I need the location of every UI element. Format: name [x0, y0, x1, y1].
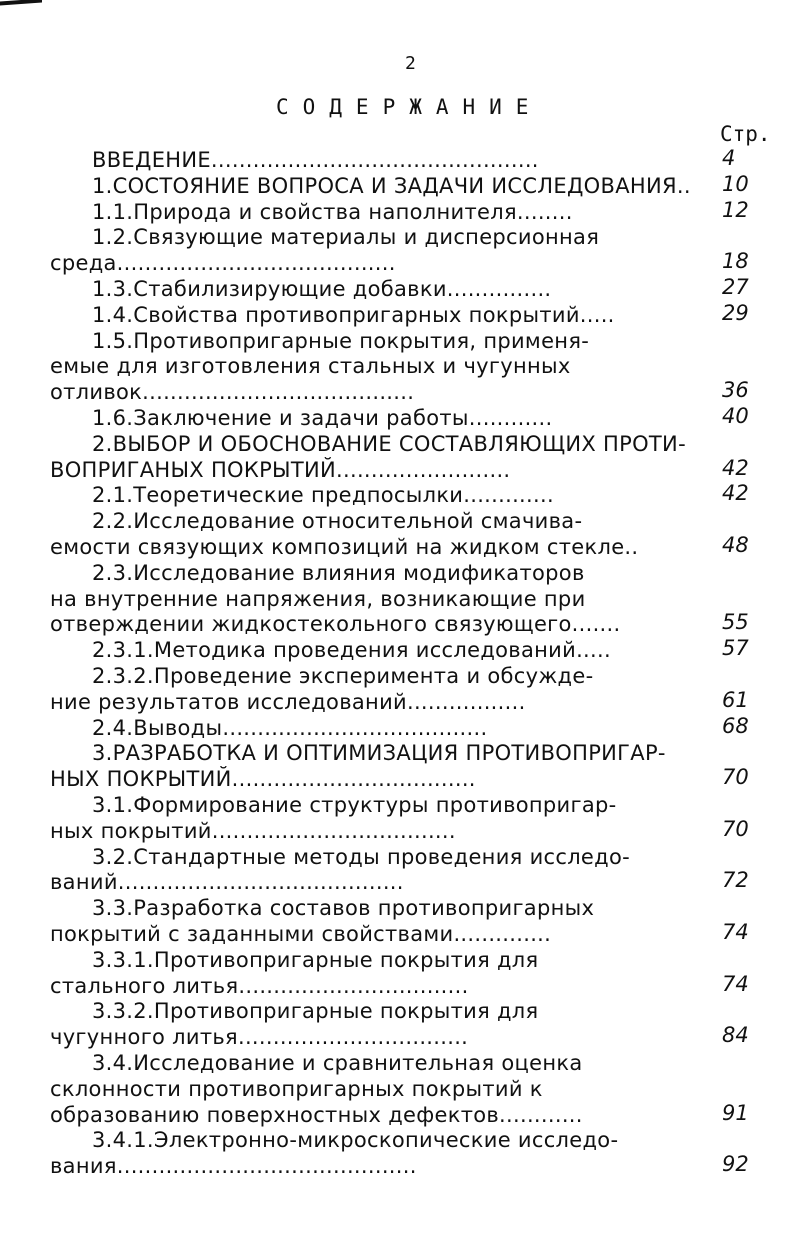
toc-page-number: 57 [722, 636, 749, 661]
toc-entry-line: 1.СОСТОЯНИЕ ВОПРОСА И ЗАДАЧИ ИССЛЕДОВАНИЯ.. [92, 173, 691, 198]
toc-page-number: 40 [722, 404, 749, 428]
toc-entry-line: 3.4.1.Электронно-микроскопические исследо- [92, 1128, 619, 1153]
toc-entry-line: отливок....................................... [50, 380, 415, 405]
toc-page-number: 29 [722, 300, 749, 325]
toc-entry-line: стального литья................................. [50, 973, 469, 998]
toc-entry-line: емости связующих композиций на жидком стекле.. [50, 535, 639, 559]
toc-page-number: 70 [722, 765, 749, 790]
toc-entry-line: 1.2.Связующие материалы и дисперсионная [92, 225, 600, 250]
toc-page-number: 27 [722, 275, 749, 299]
toc-page-number: 36 [722, 378, 749, 403]
toc-entry-line: на внутренние напряжения, возникающие при [50, 586, 586, 611]
toc-page-number: 12 [722, 197, 749, 222]
toc-page-number: 74 [722, 971, 749, 996]
toc-entry-line: 1.5.Противопригарные покрытия, применя- [92, 328, 590, 353]
toc-entry-line: ВОПРИГАНЫХ ПОКРЫТИЙ......................... [50, 457, 511, 482]
toc-entry-line: 2.2.Исследование относительной смачива- [92, 509, 583, 534]
toc-entry-line: 3.1.Формирование структуры противопригар- [92, 793, 617, 817]
toc-entry-line: 3.4.Исследование и сравнительная оценка [92, 1051, 583, 1075]
toc-page-number: 92 [722, 1152, 749, 1177]
toc-entry-line: 2.ВЫБОР И ОБОСНОВАНИЕ СОСТАВЛЯЮЩИХ ПРОТИ- [92, 431, 686, 456]
toc-page-number: 61 [722, 687, 749, 712]
toc-page-number: 72 [722, 868, 749, 893]
toc-entry-line: образованию поверхностных дефектов............ [50, 1102, 583, 1127]
toc-entry-line: склонности противопригарных покрытий к [50, 1076, 543, 1101]
toc-entry-line: отверждении жидкостекольного связующего....... [50, 612, 621, 637]
toc-entry-line: ваний......................................... [50, 870, 404, 895]
toc-entry-line: среда........................................ [50, 251, 396, 276]
toc-entry-line: 2.3.Исследование влияния модификаторов [92, 560, 585, 585]
toc-page-number: 91 [722, 1100, 749, 1125]
toc-page-number: 10 [722, 171, 749, 196]
toc-page-number: 48 [722, 533, 749, 557]
toc-entry-line: чугунного литья................................. [50, 1025, 469, 1050]
toc-entry-line: 3.3.2.Противопригарные покрытия для [92, 999, 539, 1024]
toc-entry-line: вания........................................... [50, 1154, 417, 1179]
page-title: СОДЕРЖАНИЕ [276, 95, 543, 119]
page-number: 2 [405, 53, 416, 74]
toc-page-number: 70 [722, 816, 749, 841]
toc-entry-line: 3.2.Стандартные методы проведения исследо- [92, 844, 630, 869]
toc-entry-line: НЫХ ПОКРЫТИЙ................................... [50, 767, 476, 792]
toc-entry-line: покрытий с заданными свойствами.............. [50, 922, 552, 946]
toc-entry-line: 2.4.Выводы...................................... [92, 715, 488, 740]
toc-entry-line: 2.1.Теоретические предпосылки............. [92, 483, 554, 508]
page-column-label: Стр. [720, 122, 771, 146]
toc-page-number: 42 [722, 455, 749, 480]
toc-entry-line: 3.3.Разработка составов противопригарных [92, 896, 595, 921]
toc-page-number: 4 [722, 146, 736, 170]
toc-entry-line: емые для изготовления стальных и чугунных [50, 354, 571, 379]
toc-entry-line: 2.3.2.Проведение эксперимента и обсужде- [92, 664, 594, 688]
toc-entry-line: 1.4.Свойства противопригарных покрытий..... [92, 302, 615, 327]
toc-entry-line: 1.3.Стабилизирующие добавки............... [92, 277, 552, 301]
toc-entry-line: ние результатов исследований................. [50, 689, 526, 714]
toc-entry-line: 1.6.Заключение и задачи работы............ [92, 406, 553, 430]
toc-entry-line: 3.3.1.Противопригарные покрытия для [92, 947, 539, 972]
toc-entry-line: ВВЕДЕНИЕ............................................... [92, 148, 539, 172]
toc-page-number: 42 [722, 481, 749, 506]
toc-page-number: 55 [722, 610, 749, 635]
toc-entry-line: 1.1.Природа и свойства наполнителя........ [92, 199, 573, 224]
toc-entry-line: ных покрытий................................... [50, 818, 456, 843]
toc-entry-line: 2.3.1.Методика проведения исследований..... [92, 638, 611, 663]
toc-page-number: 74 [722, 920, 749, 944]
toc-page-number: 84 [722, 1023, 749, 1048]
toc-entry-line: 3.РАЗРАБОТКА И ОПТИМИЗАЦИЯ ПРОТИВОПРИГАР- [92, 741, 666, 766]
toc-page-number: 68 [722, 713, 749, 738]
toc-page-number: 18 [722, 249, 749, 274]
